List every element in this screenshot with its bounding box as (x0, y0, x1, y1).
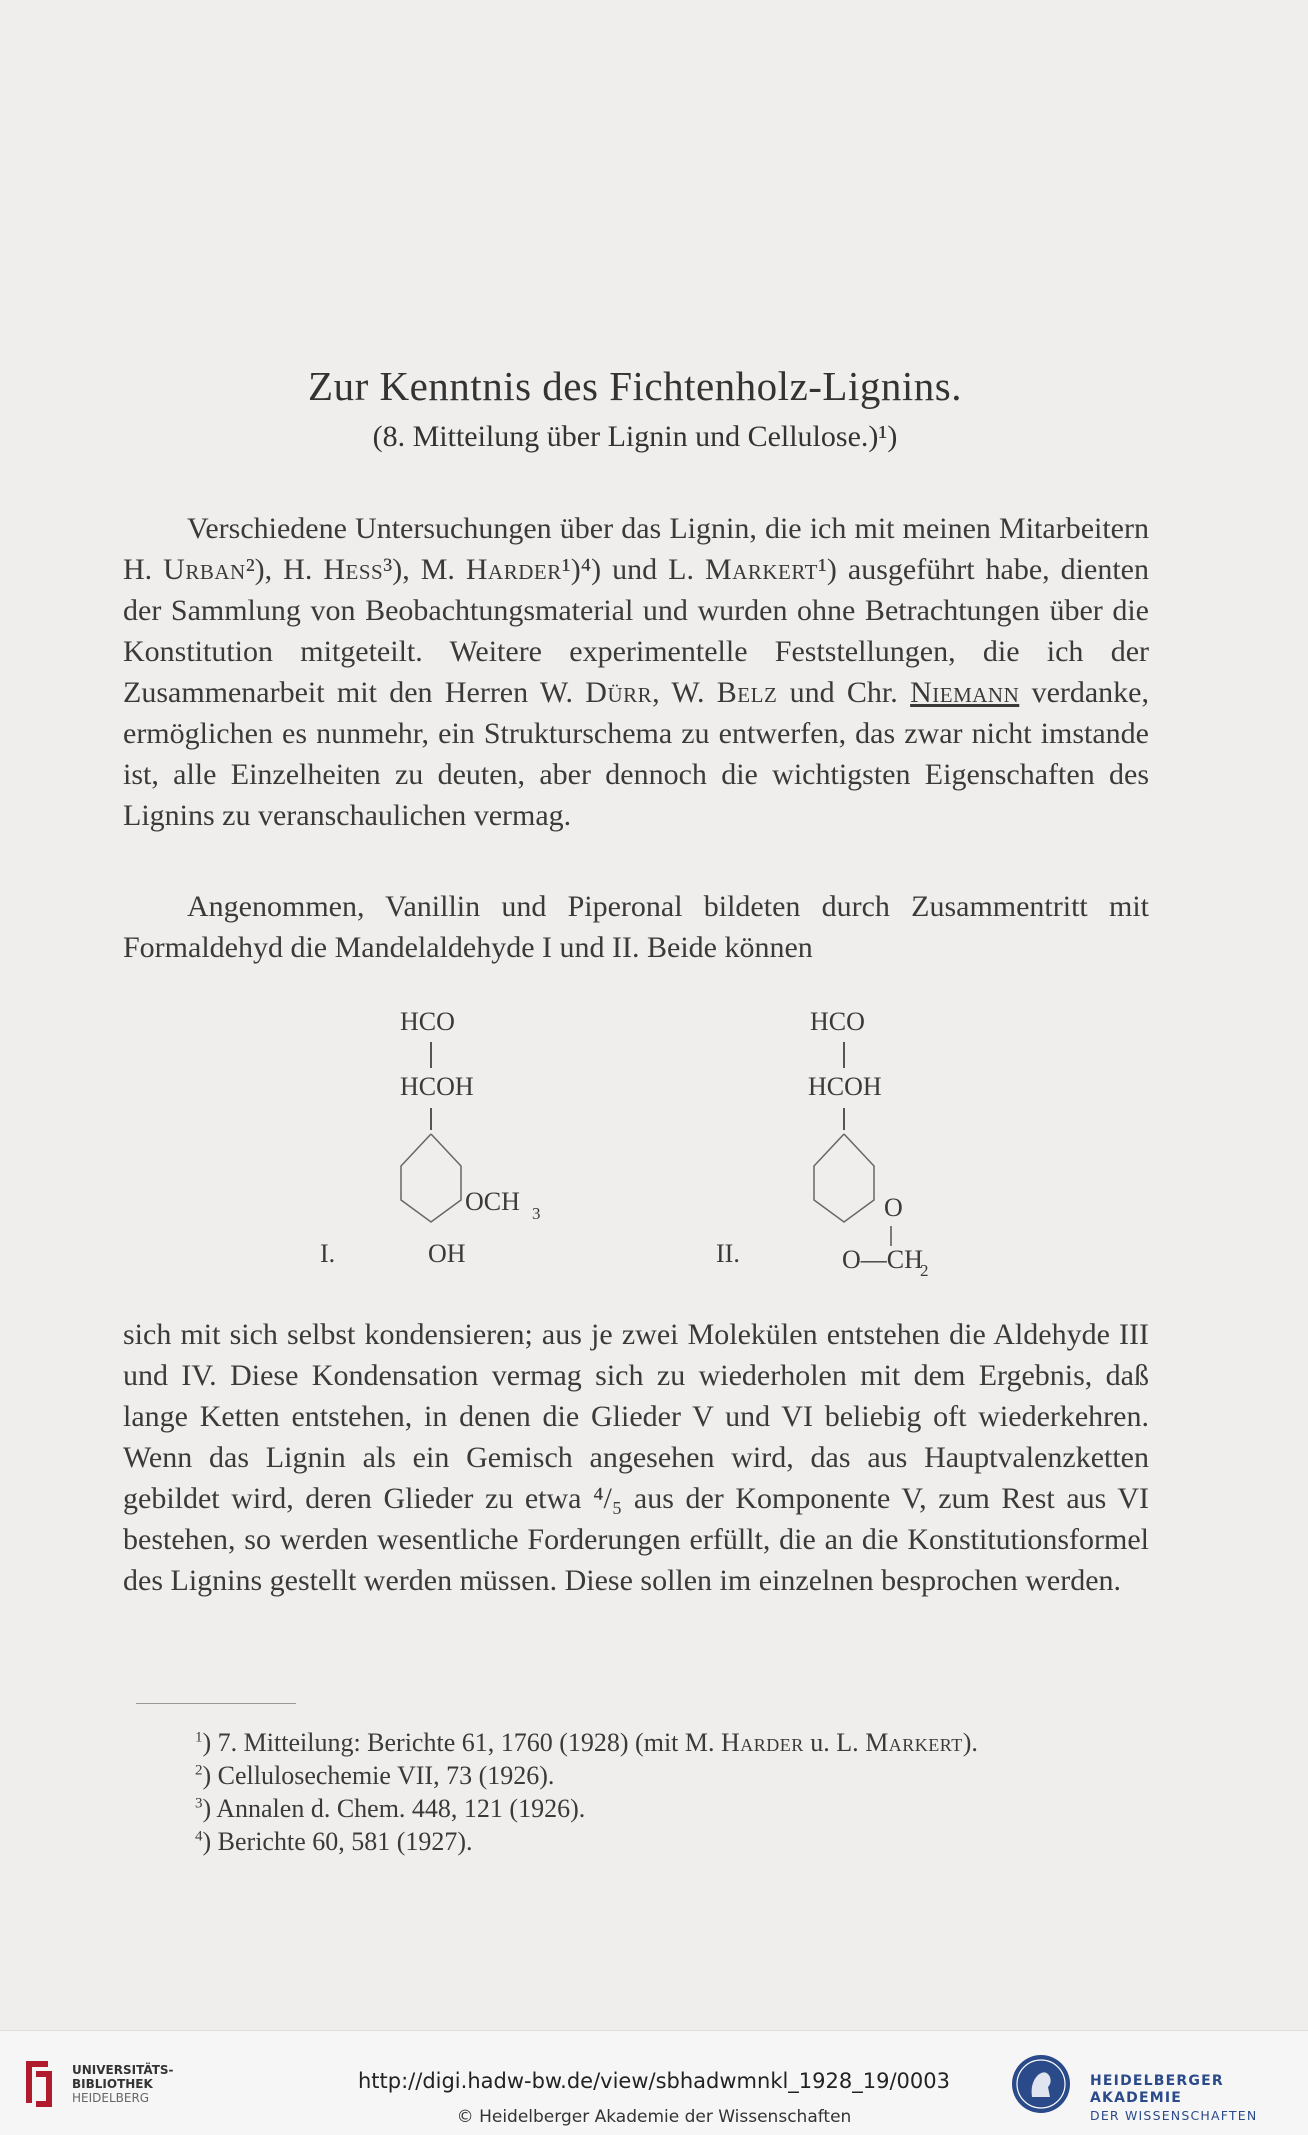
footnote-divider (136, 1703, 296, 1704)
formula-II-bottom: O—CH (842, 1245, 923, 1274)
author-markert: Markert (705, 553, 818, 586)
author-niemann: Niemann (910, 676, 1020, 709)
copyright-notice: © Heidelberger Akademie der Wissenschaften (456, 2107, 852, 2127)
paragraph-3: sich mit sich selbst kondensieren; aus je zwei Molekülen entstehen die Aldehyde III und IV. Diese Kondensation vermag sich zu wiederholen mit dem Ergebnis, daß lange Ketten entstehen, in denen die Glieder V und VI beliebig oft wiederkehren. Wenn das Lignin als ein Gemisch angesehen wird, das aus Hauptvalenzketten gebildet wird, deren Glieder zu etwa ⁴/₅ aus der Komponente V, zum Rest aus VI bestehen, so werden wesentliche Forderungen erfüllt, die an die Konstitutionsformel des Lignins gestellt werden müssen. Diese sollen im einzelnen besprochen werden. (123, 1318, 1149, 1597)
formula-II-oxygen: O (884, 1193, 903, 1222)
article-subtitle: (8. Mitteilung über Lignin und Cellulose.)¹) (372, 420, 898, 453)
university-library-name: UNIVERSITÄTS- BIBLIOTHEK HEIDELBERG (72, 2063, 174, 2105)
author-hess: Hess (323, 553, 384, 586)
formula-I-bottom: OH (428, 1239, 466, 1268)
footnote-2: $^2$) Cellulosechemie VII, 73 (1926). (195, 1761, 555, 1790)
footnote-3: $^3$) Annalen d. Chem. 448, 121 (1926). (195, 1794, 586, 1823)
formula-I-mid: HCOH (400, 1072, 474, 1101)
author-harder: Harder (465, 553, 562, 586)
formula-I-ring (401, 1134, 461, 1222)
formula-drawing (0, 1000, 1308, 1280)
formula-II-bottom-index: 2 (920, 1261, 929, 1280)
academy-seal-icon (1010, 2053, 1072, 2115)
footnote-1: $^1$) 7. Mitteilung: Berichte 61, 1760 (1928) (mit M. Harder u. L. Markert). (195, 1728, 978, 1757)
formula-II (716, 1007, 929, 1280)
formula-I-substituent: OCH (465, 1187, 520, 1216)
footer-bar (0, 2030, 1308, 2135)
structural-formulas (0, 1000, 1308, 1280)
formula-II-label: II. (716, 1239, 740, 1268)
paragraph-2: Angenommen, Vanillin und Piperonal bildeten durch Zusammentritt mit Formaldehyd die Mandelaldehyde I und II. Beide können (123, 890, 1149, 964)
article-title: Zur Kenntnis des Fichtenholz-Lignins. (308, 363, 962, 409)
author-urban: Urban (163, 553, 246, 586)
formula-I-top: HCO (400, 1007, 455, 1036)
author-belz: Belz (716, 676, 778, 709)
author-duerr: Dürr (585, 676, 653, 709)
paragraph-1: Verschiedene Untersuchungen über das Lignin, die ich mit meinen Mitarbeitern H. Urban²), H. Hess³), M. Harder¹)⁴) und L. Markert¹) ausgeführt habe, dienten der Sammlung von Beobachtungsmaterial und wurden ohne Betrachtungen über die Konstitution mitgeteilt. Weitere experimentelle Feststellungen, die ich der Zusammenarbeit mit den Herren W. Dürr, W. Belz und Chr. Niemann verdanke, ermöglichen es nunmehr, ein Strukturschema zu entwerfen, das zwar nicht imstande ist, alle Einzelheiten zu deuten, aber dennoch die wichtigsten Eigenschaften des Lignins zu veranschaulichen vermag. (123, 512, 1149, 832)
source-url-link[interactable]: http://digi.hadw-bw.de/view/sbhadwmnkl_1928_19/0003 (357, 2069, 950, 2093)
academy-name: HEIDELBERGER AKADEMIE DER WISSENSCHAFTEN (1090, 2073, 1258, 2123)
formula-II-mid: HCOH (808, 1072, 882, 1101)
formula-I-substituent-index: 3 (532, 1204, 541, 1223)
formula-I (320, 1007, 541, 1268)
footnotes (195, 1726, 1195, 1858)
formula-I-label: I. (320, 1239, 336, 1268)
formula-II-ring (814, 1134, 874, 1222)
footnote-4: $^4$) Berichte 60, 581 (1927). (195, 1827, 473, 1856)
formula-II-top: HCO (810, 1007, 865, 1036)
